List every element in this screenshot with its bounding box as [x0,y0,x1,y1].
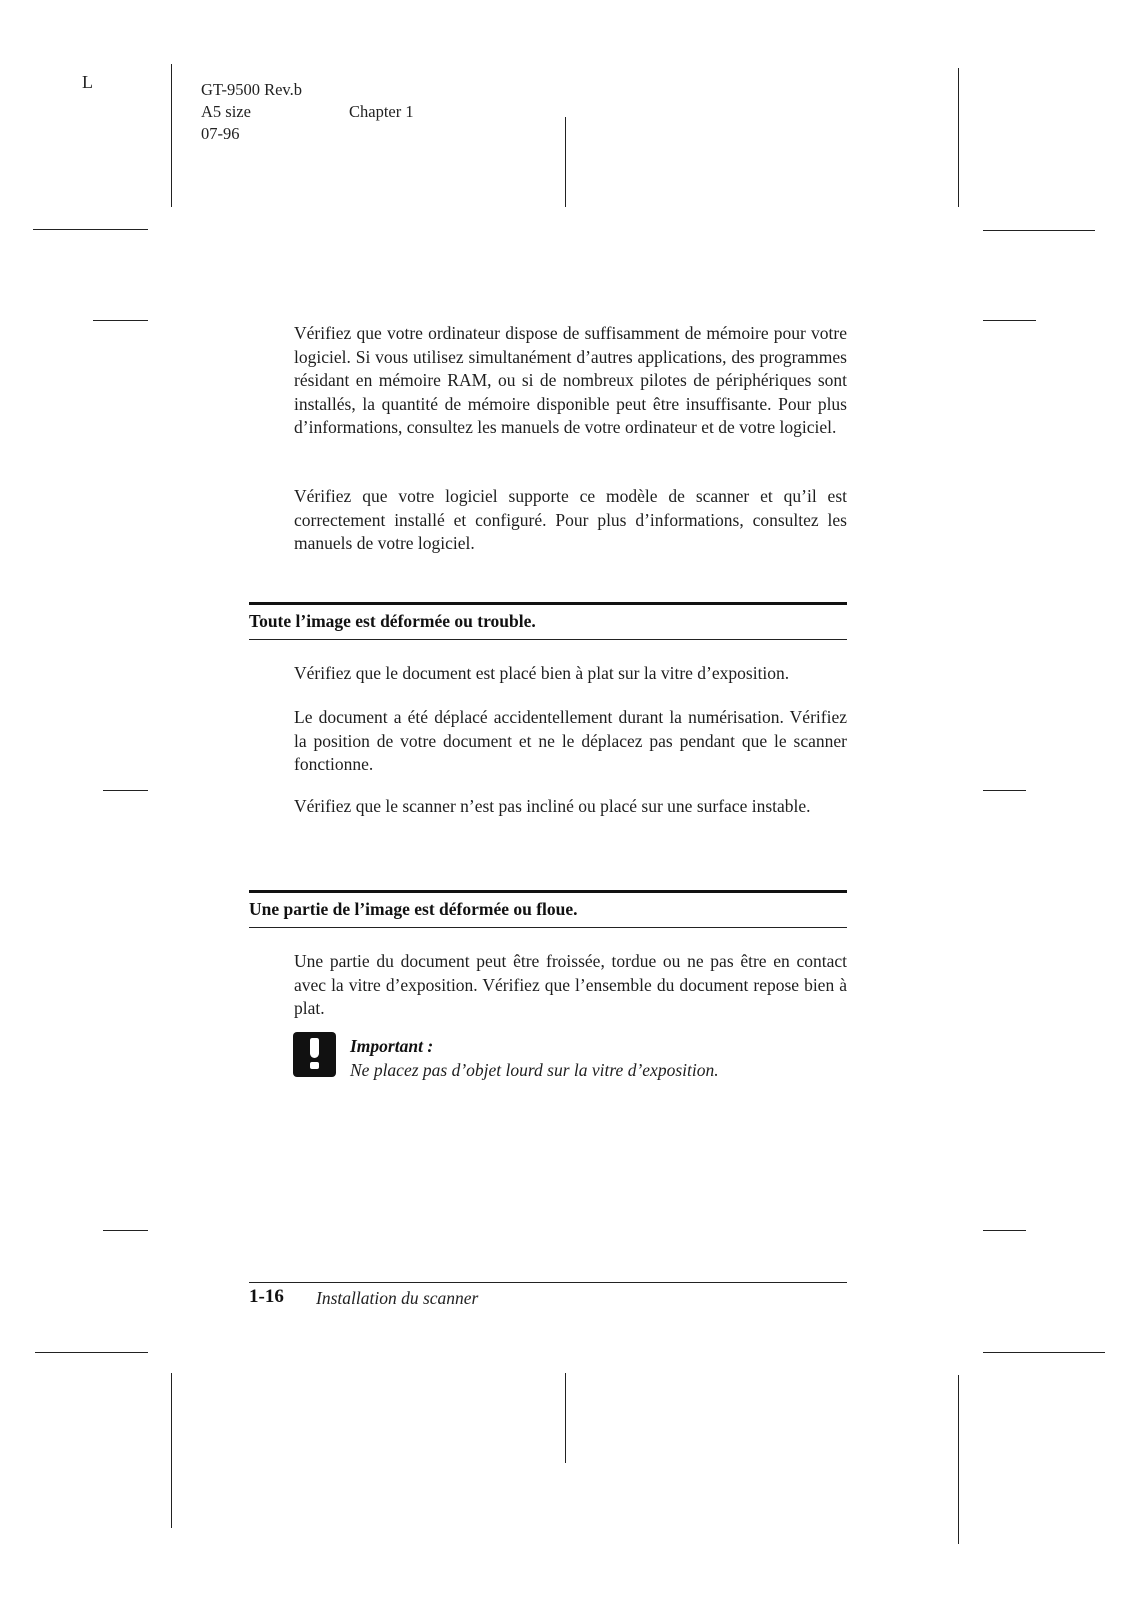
intro-paragraph: Vérifiez que votre logiciel supporte ce modèle de scanner et qu’il est correctement installé et configuré. Pour plus d’informations, consultez les manuels de votre logiciel. [294,486,847,553]
section-rule-bottom [249,927,847,928]
section-rule-top [249,890,847,893]
crop-mark-top-left-vertical [171,64,172,207]
registration-mark-left-3 [103,1230,148,1231]
crop-mark-bottom-left-vertical [171,1373,172,1528]
header-size: A5 size [201,102,251,121]
registration-mark-right-3 [983,1230,1026,1231]
crop-mark-bottom-right-vertical [958,1375,959,1544]
crop-mark-bottom-right-horizontal [983,1352,1105,1353]
crop-mark-top-right-vertical [958,68,959,207]
page-number: 1-16 [249,1286,284,1307]
crop-mark-top-right-horizontal [983,230,1095,231]
section-title: Une partie de l’image est déformée ou floue. [249,899,578,919]
important-text: Ne placez pas d’objet lourd sur la vitre d’exposition. [350,1060,719,1080]
header-model: GT-9500 Rev.b [201,80,302,99]
registration-mark-right-1 [983,320,1036,321]
section-paragraph: Le document a été déplacé accidentellement durant la numérisation. Vérifiez la position de votre document et ne le déplacez pas pendant que le scanner fonctionne. [294,707,847,774]
corner-mark: L [82,72,93,92]
header-date: 07-96 [201,124,240,143]
footer-title: Installation du scanner [316,1288,479,1308]
exclamation-icon [293,1032,336,1077]
footer-rule [249,1282,847,1283]
crop-mark-bottom-left-horizontal [35,1352,148,1353]
crop-mark-top-left-horizontal [33,229,148,230]
registration-mark-right-2 [983,790,1026,791]
crop-mark-bottom-center-vertical [565,1373,566,1463]
crop-mark-top-center-vertical [565,117,566,207]
section-paragraph: Vérifiez que le document est placé bien à plat sur la vitre d’exposition. [294,663,790,683]
important-title: Important : [350,1036,434,1056]
header-chapter: Chapter 1 [349,102,414,121]
registration-mark-left-2 [103,790,148,791]
section-paragraph: Une partie du document peut être froissée, tordue ou ne pas être en contact avec la vitre d’exposition. Vérifiez que l’ensemble du document repose bien à plat. [294,951,847,1018]
section-paragraph: Vérifiez que le scanner n’est pas incliné ou placé sur une surface instable. [294,796,811,816]
section-rule-bottom [249,639,847,640]
section-rule-top [249,602,847,605]
registration-mark-left-1 [93,320,148,321]
intro-paragraph: Vérifiez que votre ordinateur dispose de suffisamment de mémoire pour votre logiciel. Si vous utilisez simultanément d’autres applications, des programmes résidant en mémoire RAM, ou si de nombreux pilotes de périphériques sont installés, la quantité de mémoire disponible peut être insuffisante. Pour plus d’informations, consultez les manuels de votre ordinateur et de votre logiciel. [294,323,847,437]
section-title: Toute l’image est déformée ou trouble. [249,611,536,631]
